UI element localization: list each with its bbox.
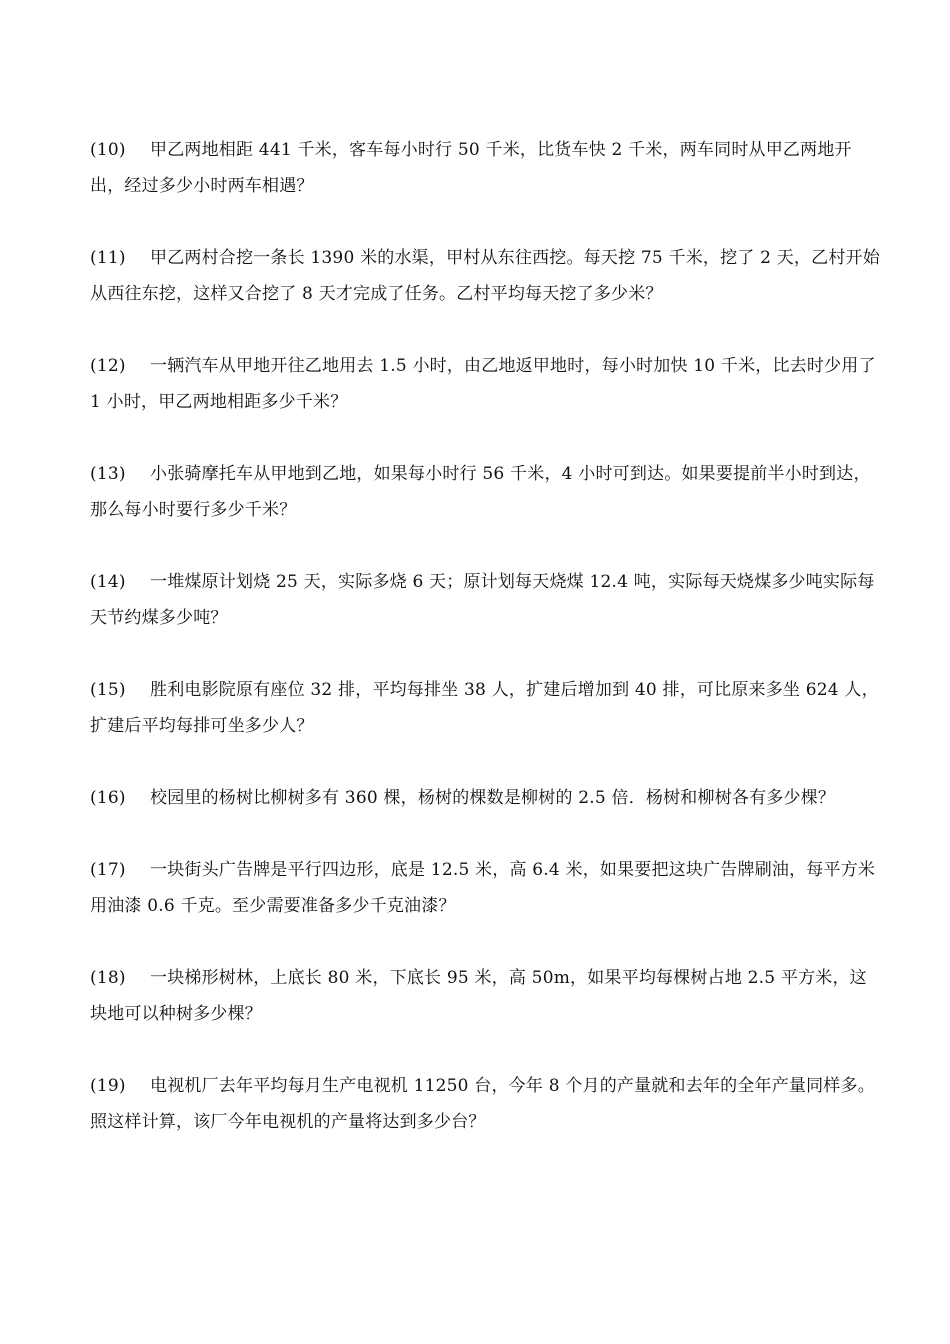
problem-number: (12) [90,356,126,376]
problem-text: 一块梯形树林，上底长 80 米，下底长 95 米，高 50m，如果平均每棵树占地 2.5 平方米，这块地可以种树多少棵？ [90,968,867,1024]
problem-12 [90,348,880,420]
problem-text: 小张骑摩托车从甲地到乙地，如果每小时行 56 千米，4 小时可到达。如果要提前半小时到达，那么每小时要行多少千米？ [90,464,871,520]
problem-14 [90,564,880,636]
problem-number: (15) [90,680,126,700]
problem-text: 一辆汽车从甲地开往乙地用去 1.5 小时，由乙地返甲地时，每小时加快 10 千米，比去时少用了 1 小时，甲乙两地相距多少千米？ [90,356,876,412]
problem-13 [90,456,880,528]
problem-16 [90,780,880,816]
problem-number: (11) [90,248,126,268]
problem-17 [90,852,880,924]
problem-number: (13) [90,464,126,484]
problem-number: (14) [90,572,126,592]
problem-number: (19) [90,1076,126,1096]
problem-19 [90,1068,880,1140]
problem-15 [90,672,880,744]
problem-10 [90,132,880,204]
problem-text: 一堆煤原计划烧 25 天，实际多烧 6 天；原计划每天烧煤 12.4 吨，实际每天烧煤多少吨实际每天节约煤多少吨？ [90,572,875,628]
problem-list [90,132,880,1176]
problem-18 [90,960,880,1032]
problem-number: (17) [90,860,126,880]
problem-text: 甲乙两村合挖一条长 1390 米的水渠，甲村从东往西挖。每天挖 75 千米，挖了 2 天，乙村开始从西往东挖，这样又合挖了 8 天才完成了任务。乙村平均每天挖了多少米？ [90,248,880,304]
problem-11 [90,240,880,312]
problem-number: (10) [90,140,126,160]
problem-text: 胜利电影院原有座位 32 排，平均每排坐 38 人，扩建后增加到 40 排，可比原来多坐 624 人，扩建后平均每排可坐多少人？ [90,680,879,736]
problem-number: (16) [90,788,126,808]
problem-text: 电视机厂去年平均每月生产电视机 11250 台，今年 8 个月的产量就和去年的全年产量同样多。照这样计算，该厂今年电视机的产量将达到多少台？ [90,1076,875,1132]
problem-text: 甲乙两地相距 441 千米，客车每小时行 50 千米，比货车快 2 千米，两车同时从甲乙两地开出，经过多少小时两车相遇？ [90,140,852,196]
problem-number: (18) [90,968,126,988]
problem-text: 校园里的杨树比柳树多有 360 棵，杨树的棵数是柳树的 2.5 倍．杨树和柳树各有多少棵？ [150,788,836,808]
problem-text: 一块街头广告牌是平行四边形，底是 12.5 米，高 6.4 米，如果要把这块广告牌刷油，每平方米用油漆 0.6 千克。至少需要准备多少千克油漆？ [90,860,876,916]
